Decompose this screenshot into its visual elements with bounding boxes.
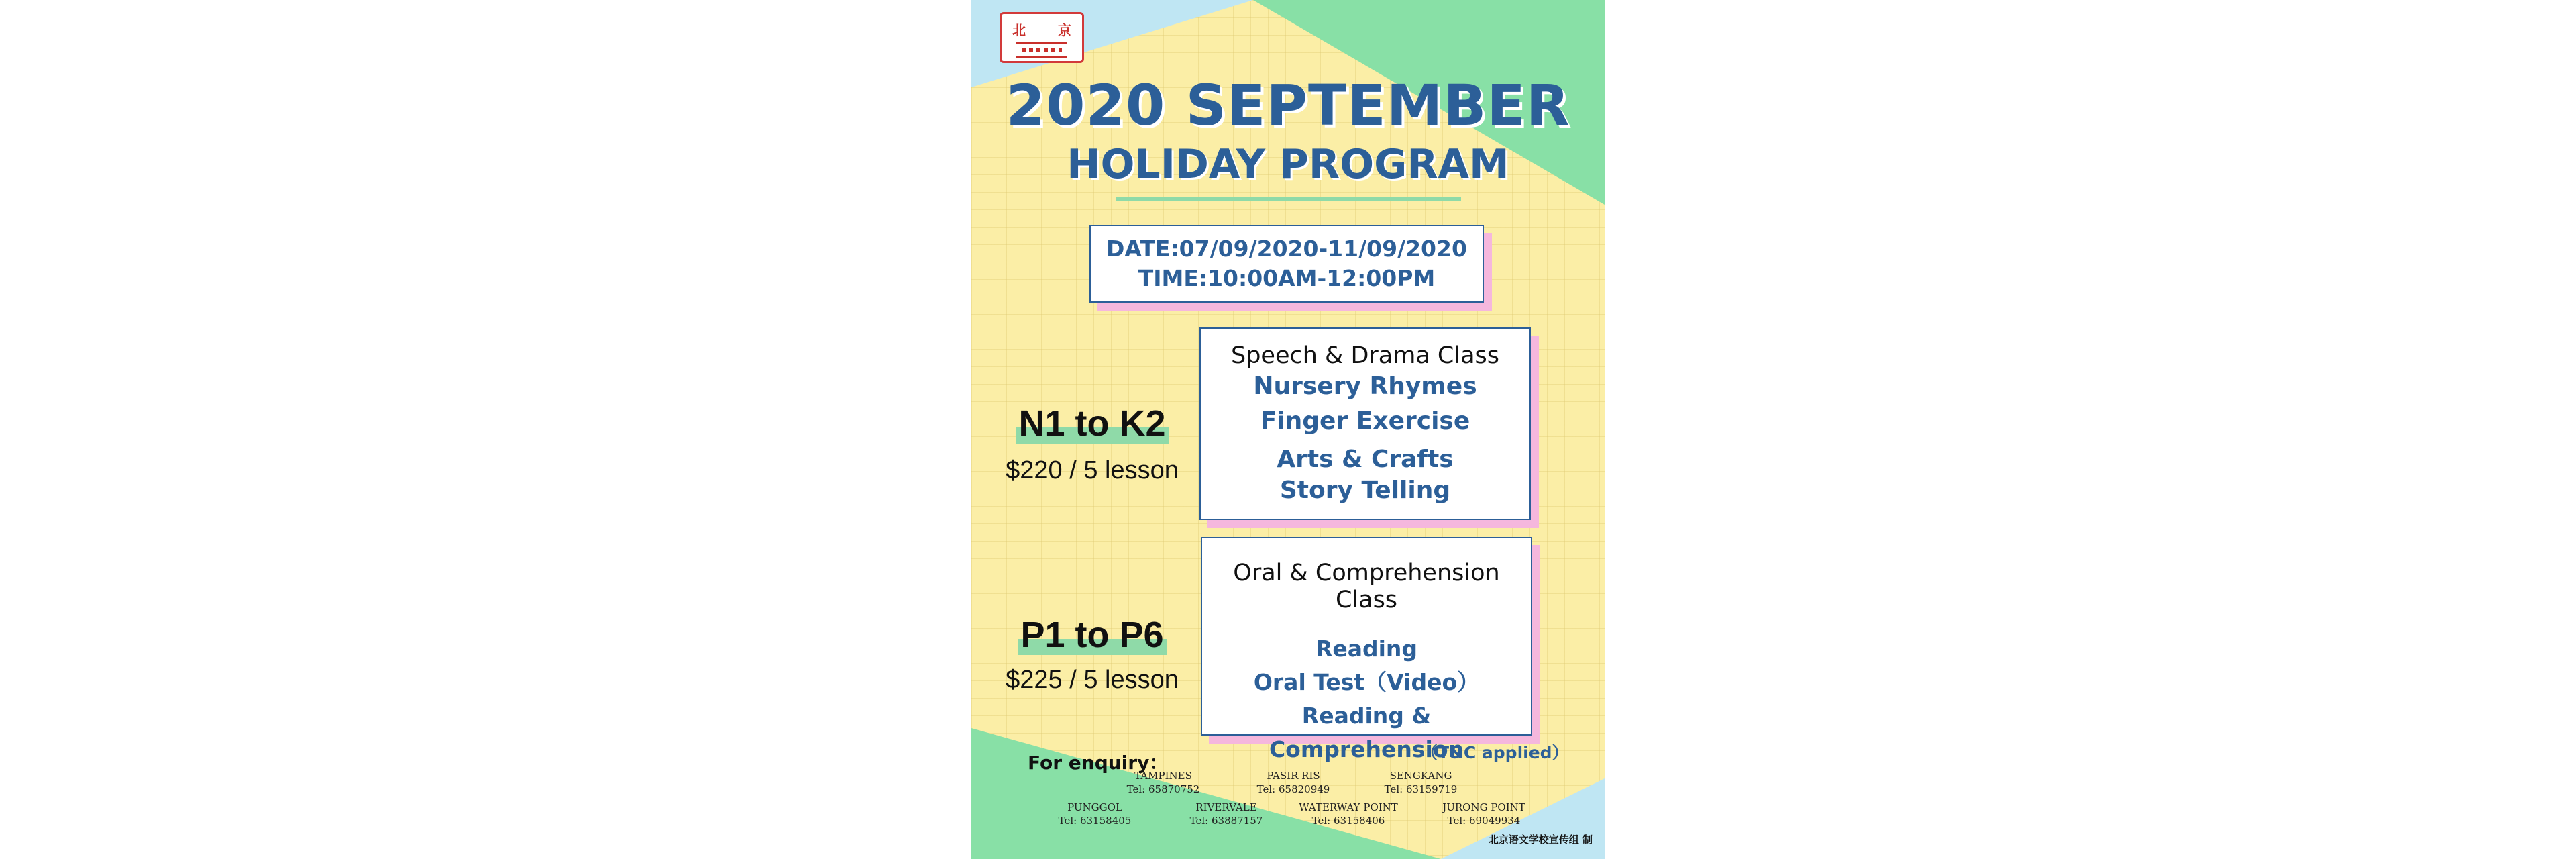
level-label-primary <box>1005 614 1179 656</box>
branch-tel: Tel: 63887157 <box>1189 815 1263 827</box>
level-text: P1 to P6 <box>1018 615 1166 655</box>
branch-contact <box>1034 801 1155 827</box>
terms-note: （T&C applied） <box>1421 743 1569 762</box>
branch-contact <box>1233 769 1354 796</box>
class-item: Story Telling <box>1279 476 1451 504</box>
class-title: Speech & Drama Class <box>1230 342 1499 369</box>
branch-contact <box>1288 801 1409 827</box>
branch-tel: Tel: 63158406 <box>1311 815 1385 827</box>
price-primary: $225 / 5 lesson <box>1006 666 1179 694</box>
branch-name: JURONG POINT <box>1442 801 1525 813</box>
branch-name: PUNGGOL <box>1067 801 1122 813</box>
class-item: Nursery Rhymes <box>1253 372 1477 400</box>
branch-contact <box>1424 801 1544 827</box>
school-logo <box>1000 12 1084 63</box>
poster-title: 2020 SEPTEMBER <box>1006 72 1570 138</box>
branch-name: WATERWAY POINT <box>1299 801 1398 813</box>
branch-tel: Tel: 63158405 <box>1058 815 1132 827</box>
poster <box>971 0 1605 859</box>
level-label-kindergarten <box>1005 403 1179 444</box>
price-kindergarten: $220 / 5 lesson <box>1006 456 1179 485</box>
branch-name: RIVERVALE <box>1195 801 1257 813</box>
class-item-list <box>1201 369 1529 506</box>
schedule-box <box>1089 225 1484 303</box>
footer-credit: 北京语文学校宣传组 制 <box>1488 833 1593 846</box>
gate-icon <box>1016 42 1067 58</box>
enquiry-label: For enquiry： <box>1028 752 1169 774</box>
class-item: Reading & Comprehension <box>1269 703 1464 762</box>
title-underline <box>1116 197 1461 201</box>
poster-subtitle: HOLIDAY PROGRAM <box>1067 141 1509 188</box>
level-text: N1 to K2 <box>1016 403 1168 444</box>
branch-tel: Tel: 65870752 <box>1126 783 1200 795</box>
class-item: Oral Test（Video） <box>1253 669 1480 695</box>
logo-char-left: 北 <box>1012 22 1026 38</box>
class-item: Arts & Crafts <box>1277 446 1454 473</box>
class-item: Finger Exercise <box>1260 407 1470 435</box>
branch-contact <box>1166 801 1287 827</box>
branch-tel: Tel: 65820949 <box>1256 783 1330 795</box>
logo-char-right: 京 <box>1058 22 1071 38</box>
time-text: TIME:10:00AM-12:00PM <box>1138 265 1436 291</box>
branch-contact <box>1360 769 1481 796</box>
branch-tel: Tel: 63159719 <box>1384 783 1458 795</box>
class-item: Reading <box>1315 636 1418 662</box>
branch-contact <box>1103 769 1224 796</box>
branch-name: TAMPINES <box>1134 770 1192 782</box>
branch-name: PASIR RIS <box>1267 770 1320 782</box>
branch-name: SENGKANG <box>1389 770 1452 782</box>
class-title: Oral & Comprehension Class <box>1233 560 1500 613</box>
branch-tel: Tel: 69049934 <box>1447 815 1521 827</box>
speech-drama-class-box <box>1199 327 1531 520</box>
date-text: DATE:07/09/2020-11/09/2020 <box>1106 236 1467 262</box>
